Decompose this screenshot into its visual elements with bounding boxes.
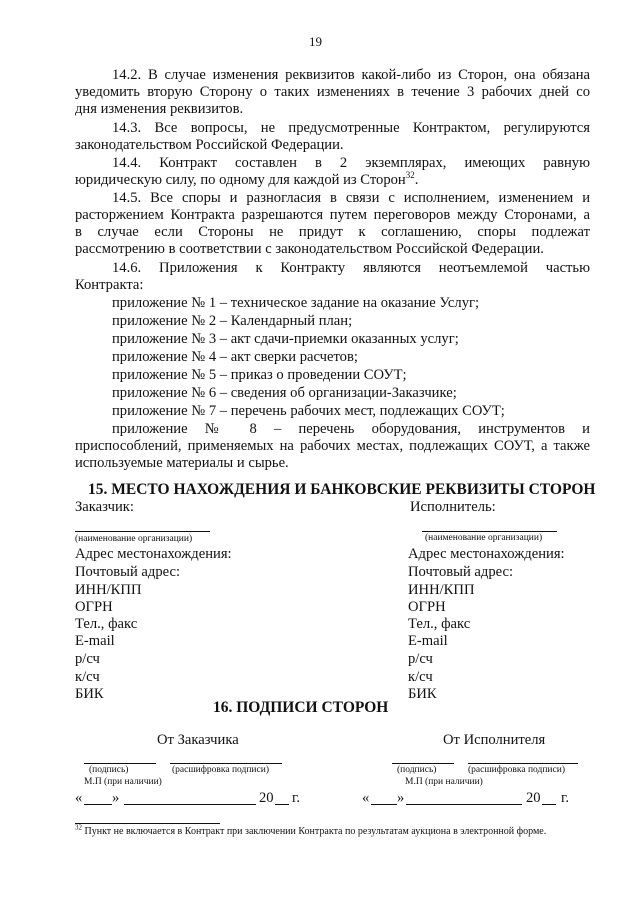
clause-14-2-line-1: 14.2. В случае изменения реквизитов какой-либо из Сторон, она обязана <box>112 67 590 83</box>
customer-signature-caption: (подпись) <box>89 765 129 775</box>
appendix-item: приложение № 4 – акт сверки расчетов; <box>112 349 358 365</box>
contractor-field: р/сч <box>408 651 433 667</box>
customer-day-line[interactable] <box>84 804 112 805</box>
customer-year-suffix: г. <box>292 790 300 806</box>
clause-14-5-line-4: рассмотрению в соответствии с законодательством Российской Федерации. <box>75 241 544 257</box>
section-16-title: 16. ПОДПИСИ СТОРОН <box>213 699 389 716</box>
contractor-label: Исполнитель: <box>410 499 496 515</box>
contractor-transcript-caption: (расшифровка подписи) <box>468 765 565 775</box>
section-15-title: 15. МЕСТО НАХОЖДЕНИЯ И БАНКОВСКИЕ РЕКВИЗИТЫ СТОРОН <box>88 481 596 498</box>
contractor-year-suffix: г. <box>561 790 569 806</box>
clause-14-3-line-1: 14.3. Все вопросы, не предусмотренные Контрактом, регулируются <box>112 120 590 136</box>
from-customer-label: От Заказчика <box>157 732 239 748</box>
clause-14-5-line-3: в случае если Стороны не придут к соглашению, споры подлежат <box>75 224 590 240</box>
customer-month-line[interactable] <box>124 804 256 805</box>
appendix-item: приложение № 7 – перечень рабочих мест, подлежащих СОУТ; <box>112 403 505 419</box>
contractor-field: ИНН/КПП <box>408 582 475 598</box>
clause-14-5-line-1: 14.5. Все споры и разногласия в связи с исполнением, изменением и <box>112 190 590 206</box>
contractor-signature-line[interactable] <box>392 763 454 764</box>
customer-field: БИК <box>75 686 104 702</box>
contractor-field: БИК <box>408 686 437 702</box>
customer-field: Тел., факс <box>75 616 138 632</box>
footnote-separator <box>75 823 220 824</box>
appendix-item: приложение № 5 – приказ о проведении СОУТ; <box>112 367 407 383</box>
contractor-year-line[interactable] <box>542 804 556 805</box>
contractor-month-line[interactable] <box>406 804 522 805</box>
clause-14-2-line-2: уведомить вторую Сторону о таких изменениях в течение 3 рабочих дней со <box>75 84 590 100</box>
contractor-day-line[interactable] <box>371 804 397 805</box>
contractor-field: E-mail <box>408 633 448 649</box>
appendix-item: приложение № 2 – Календарный план; <box>112 313 353 329</box>
clause-14-5-line-2: расторжением Контракта разрешаются путем переговоров между Сторонами, а <box>75 207 590 223</box>
contractor-field: Почтовый адрес: <box>408 564 514 580</box>
customer-field: ИНН/КПП <box>75 582 142 598</box>
customer-label: Заказчик: <box>75 499 134 515</box>
contractor-transcript-line[interactable] <box>468 763 578 764</box>
customer-transcript-line[interactable] <box>170 763 282 764</box>
from-contractor-label: От Исполнителя <box>443 732 546 748</box>
appendix-item: приложение № 1 – техническое задание на оказание Услуг; <box>112 295 480 311</box>
footnote-ref-32: 32 <box>405 170 415 181</box>
customer-field: р/сч <box>75 651 100 667</box>
customer-field: ОГРН <box>75 599 113 615</box>
contractor-year-prefix: 20 <box>526 790 541 806</box>
contractor-field: Адрес местонахождения: <box>408 546 565 562</box>
contractor-org-line <box>422 531 557 532</box>
customer-date-close-quote: » <box>112 790 120 806</box>
footnote <box>75 823 547 838</box>
contractor-field: Тел., факс <box>408 616 471 632</box>
appendix-8-line-2: приспособлений, применяемых на рабочих местах, подлежащих СОУТ, а также <box>75 438 590 454</box>
contractor-signature-caption: (подпись) <box>397 765 437 775</box>
page-number: 19 <box>309 34 322 49</box>
clause-14-6-line-2: Контракта: <box>75 277 144 293</box>
footnote-number: 32 <box>75 823 82 832</box>
customer-year-line[interactable] <box>275 804 289 805</box>
customer-year-prefix: 20 <box>259 790 274 806</box>
appendix-8-line-1: приложение № 8 – перечень оборудования, инструментов и <box>112 421 590 437</box>
clause-14-4-line-2: юридическую силу, по одному для каждой из Сторон$^{32}$. <box>75 170 419 188</box>
customer-field: E-mail <box>75 633 115 649</box>
appendix-8-line-3: используемые материалы и сырье. <box>75 455 289 471</box>
contractor-date-close-quote: » <box>397 790 405 806</box>
contractor-field: ОГРН <box>408 599 446 615</box>
footnote-text: Пункт не включается в Контракт при заключении Контракта по результатам аукциона в электронной форме. <box>82 826 547 837</box>
customer-transcript-caption: (расшифровка подписи) <box>172 765 269 775</box>
contractor-date-open-quote: « <box>362 790 370 806</box>
customer-date-open-quote: « <box>75 790 83 806</box>
customer-org-line <box>75 531 210 532</box>
customer-field: к/сч <box>75 669 100 685</box>
customer-field: Адрес местонахождения: <box>75 546 232 562</box>
contractor-field: к/сч <box>408 669 433 685</box>
contractor-stamp-caption: М.П (при наличии) <box>405 777 483 787</box>
clause-14-2-line-3: дня изменения реквизитов. <box>75 101 244 117</box>
appendix-item: приложение № 3 – акт сдачи-приемки оказанных услуг; <box>112 331 459 347</box>
clause-14-6-line-1: 14.6. Приложения к Контракту являются неотъемлемой частью <box>112 260 590 276</box>
clause-14-4-line-1: 14.4. Контракт составлен в 2 экземплярах, имеющих равную <box>112 155 590 171</box>
customer-field: Почтовый адрес: <box>75 564 181 580</box>
clause-14-3-line-2: законодательством Российской Федерации. <box>75 137 344 153</box>
customer-org-caption: (наименование организации) <box>75 534 193 544</box>
contractor-org-caption: (наименование организации) <box>425 533 543 543</box>
customer-stamp-caption: М.П (при наличии) <box>84 777 162 787</box>
appendix-item: приложение № 6 – сведения об организации-Заказчике; <box>112 385 457 401</box>
customer-signature-line[interactable] <box>84 763 156 764</box>
